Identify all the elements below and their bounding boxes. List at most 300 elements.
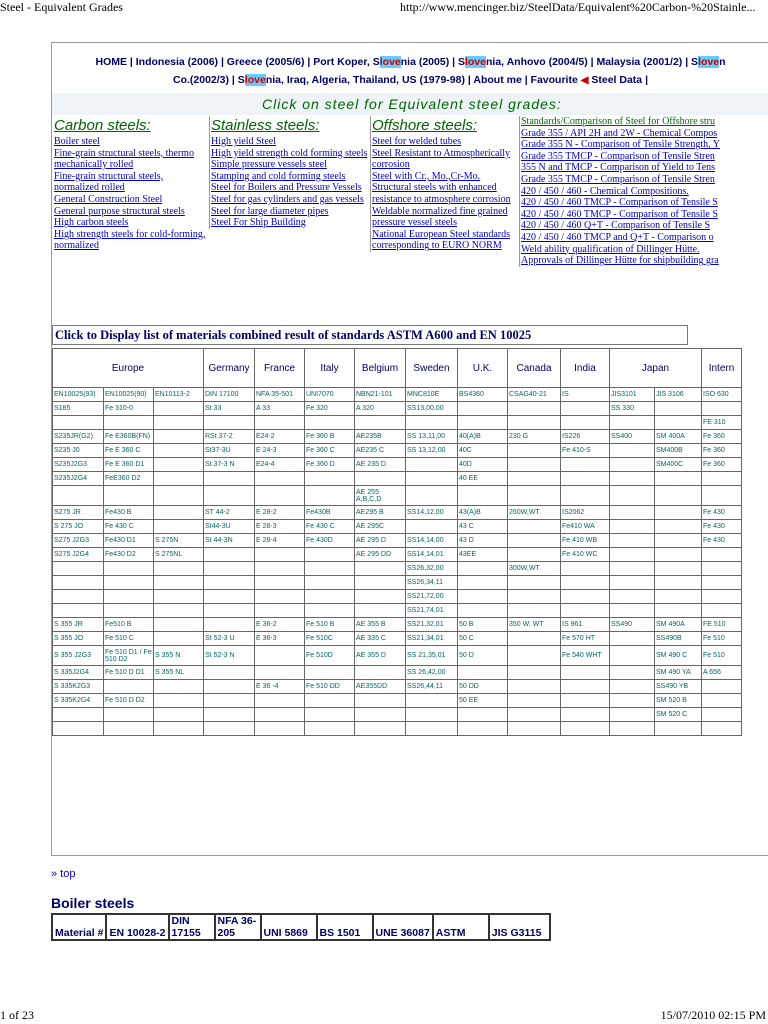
table-cell — [406, 458, 458, 472]
table-cell — [561, 604, 610, 618]
table-cell[interactable]: Fe E 360 C — [104, 444, 154, 458]
table-cell — [702, 694, 742, 708]
table-cell[interactable]: Fe 430 — [702, 534, 742, 548]
table-cell[interactable]: 50 B — [458, 618, 508, 632]
table-cell — [154, 694, 204, 708]
table-cell — [610, 472, 655, 486]
table-cell[interactable]: A 656 — [702, 666, 742, 680]
boiler-header-cell: Material # — [52, 914, 106, 940]
table-cell[interactable]: S235 J0 — [53, 444, 104, 458]
table-cell — [255, 590, 305, 604]
carbon-heading[interactable]: Carbon steels: — [54, 117, 151, 134]
table-cell — [255, 694, 305, 708]
table-cell[interactable]: E 36-2 — [255, 618, 305, 632]
table-cell[interactable]: SS21,34,01 — [406, 632, 458, 646]
table-cell[interactable]: Fe410 WA — [561, 520, 610, 534]
table-cell[interactable]: 260W,WT — [508, 506, 561, 520]
table-cell — [104, 722, 154, 736]
table-cell — [610, 562, 655, 576]
table-cell[interactable]: A 320 — [355, 402, 406, 416]
table-cell — [355, 708, 406, 722]
table-row — [53, 444, 742, 458]
table-cell[interactable]: Fe 360 — [702, 430, 742, 444]
table-cell — [610, 708, 655, 722]
stainless-heading[interactable]: Stainless steels: — [211, 117, 320, 134]
table-cell[interactable]: NBN21-101 — [355, 388, 406, 402]
table-cell[interactable]: SM400B — [655, 444, 702, 458]
table-cell[interactable]: 50 C — [458, 632, 508, 646]
table-cell — [406, 722, 458, 736]
table-cell[interactable]: S 355 JO — [53, 632, 104, 646]
table-cell[interactable]: Fe 310-0 — [104, 402, 154, 416]
table-cell[interactable]: 300W,WT — [508, 562, 561, 576]
table-cell — [104, 604, 154, 618]
table-cell — [561, 472, 610, 486]
boiler-header-cell: JIS G3115 — [489, 914, 550, 940]
table-cell[interactable]: Fe 510 — [702, 646, 742, 666]
table-cell[interactable]: E24-4 — [255, 458, 305, 472]
table-cell[interactable]: AE235B — [355, 430, 406, 444]
stainless-link[interactable]: Steel for Boilers and Pressure Vessels — [211, 182, 362, 194]
table-cell[interactable]: SS 13,12,00 — [406, 444, 458, 458]
table-cell[interactable]: SM 400A — [655, 430, 702, 444]
offshore-link[interactable]: Steel with Cr., Mo.,Cr-Mo. — [372, 170, 481, 182]
table-cell[interactable]: Fe 540 WHT — [561, 646, 610, 666]
table-cell[interactable]: Fe 510 D D2 — [104, 694, 154, 708]
table-cell[interactable]: SM400C — [655, 458, 702, 472]
table-cell[interactable]: SM 490A — [655, 618, 702, 632]
table-row — [53, 666, 742, 680]
table-cell — [655, 604, 702, 618]
table-cell[interactable]: AE 295 DD — [355, 548, 406, 562]
table-cell[interactable]: SS26,34,11 — [406, 576, 458, 590]
table-cell[interactable]: S 355 J2G3 — [53, 646, 104, 666]
table-cell[interactable]: AE 255 A,B,C,D — [355, 486, 406, 506]
table-cell[interactable]: AE295 B — [355, 506, 406, 520]
table-cell[interactable]: SM 520 B — [655, 694, 702, 708]
table-cell — [610, 632, 655, 646]
table-cell — [104, 562, 154, 576]
standards-link[interactable]: Grade 355 TMCP - Comparison of Tensile Stren — [521, 150, 715, 162]
table-cell[interactable]: St 37-3 N — [204, 458, 255, 472]
table-cell — [655, 416, 702, 430]
carbon-link[interactable]: Fine-grain structural steels, normalized rolled — [54, 170, 164, 194]
offshore-link[interactable]: Steel Resistant to Atmospherically corrosion — [372, 147, 511, 171]
table-cell — [154, 416, 204, 430]
table-cell[interactable]: Fe 360 B — [305, 430, 355, 444]
table-cell[interactable]: Fe430 D2 — [104, 548, 154, 562]
table-cell — [154, 680, 204, 694]
table-cell — [406, 520, 458, 534]
standards-link[interactable]: 420 / 450 / 460 TMCP - Comparison of Tensile S — [521, 197, 718, 209]
table-cell[interactable]: Fe 410 WC — [561, 548, 610, 562]
grid-body — [53, 388, 742, 736]
table-cell — [53, 708, 104, 722]
table-cell[interactable]: FeE360 D2 — [104, 472, 154, 486]
boiler-header-cell: BS 1501 — [317, 914, 373, 940]
table-cell[interactable]: Fe 510 B — [305, 618, 355, 632]
table-cell — [204, 472, 255, 486]
boiler-heading: Boiler steels — [51, 895, 135, 911]
carbon-link[interactable]: Fine-grain structural steels, thermo mechanically rolled — [54, 147, 194, 171]
table-cell — [104, 576, 154, 590]
table-cell[interactable]: SS490 — [610, 618, 655, 632]
carbon-link[interactable]: General Construction Steel — [54, 193, 163, 205]
table-row — [53, 708, 742, 722]
table-cell[interactable]: MNC810E — [406, 388, 458, 402]
table-cell — [355, 472, 406, 486]
table-cell[interactable]: SS13,00,00 — [406, 402, 458, 416]
nav-line-2[interactable]: Co.(2002/3) | Slovenia, Iraq, Algeria, Thailand, US (1979-98) | About me | Favourite ◀ Steel Data | — [172, 74, 649, 86]
table-cell — [508, 722, 561, 736]
table-cell[interactable]: AE 355 D — [355, 646, 406, 666]
table-cell — [702, 472, 742, 486]
standards-link[interactable]: 420 / 450 / 460 TMCP and Q+T - Comparison o — [521, 231, 714, 243]
table-cell[interactable]: E 24-3 — [255, 444, 305, 458]
table-cell[interactable]: Fe 360 — [702, 444, 742, 458]
table-cell — [104, 680, 154, 694]
standards-heading[interactable]: Standards/Comparison of Steel for Offshore stru — [521, 116, 715, 127]
table-cell[interactable]: SS21,72,00 — [406, 590, 458, 604]
table-cell — [305, 604, 355, 618]
table-cell[interactable]: SM 490 YA — [655, 666, 702, 680]
table-cell[interactable]: Fe430 B — [104, 506, 154, 520]
table-cell — [154, 402, 204, 416]
table-cell — [53, 604, 104, 618]
table-cell[interactable]: SS 26,42,00 — [406, 666, 458, 680]
table-cell — [610, 694, 655, 708]
display-list-bar[interactable]: Click to Display list of materials combined result of standards ASTM A600 and EN 10025 — [52, 325, 688, 345]
table-cell — [255, 548, 305, 562]
table-cell[interactable]: S 335K2G4 — [53, 694, 104, 708]
table-cell[interactable]: SS490B — [655, 632, 702, 646]
table-cell[interactable]: E 28-3 — [255, 520, 305, 534]
table-cell[interactable]: AE 355 B — [355, 618, 406, 632]
table-cell — [508, 548, 561, 562]
table-cell — [305, 708, 355, 722]
standards-link[interactable]: 420 / 450 / 460 TMCP - Comparison of Tensile S — [521, 208, 718, 220]
table-cell[interactable]: Fe 430 C — [305, 520, 355, 534]
table-cell[interactable]: SS 13,11,00 — [406, 430, 458, 444]
table-cell[interactable]: EN10025(93) — [53, 388, 104, 402]
table-cell[interactable]: 43 D — [458, 534, 508, 548]
table-cell[interactable]: BS4360 — [458, 388, 508, 402]
table-cell[interactable]: S 275N — [154, 534, 204, 548]
offshore-heading[interactable]: Offshore steels: — [372, 117, 478, 134]
table-cell[interactable]: 230 G — [508, 430, 561, 444]
stainless-link[interactable]: High yield Steel — [211, 136, 276, 147]
table-cell[interactable]: FE 310 — [702, 416, 742, 430]
table-cell — [154, 506, 204, 520]
standards-link[interactable]: Approvals of Dillinger Hütte for shipbuilding gra — [521, 255, 719, 267]
table-cell[interactable]: SM 490 C — [655, 646, 702, 666]
table-cell — [104, 416, 154, 430]
table-cell[interactable]: IS — [561, 388, 610, 402]
table-cell[interactable]: NFA 35-501 — [255, 388, 305, 402]
table-cell[interactable]: S 355 JR — [53, 618, 104, 632]
table-cell — [655, 402, 702, 416]
table-cell[interactable]: Fe 510C — [305, 632, 355, 646]
table-row — [53, 402, 742, 416]
table-cell — [561, 680, 610, 694]
table-cell[interactable]: Fe430B — [305, 506, 355, 520]
table-cell[interactable]: SM 520 C — [655, 708, 702, 722]
table-cell[interactable]: 43 C — [458, 520, 508, 534]
table-cell[interactable]: FE 510 — [702, 618, 742, 632]
table-cell[interactable]: IS226 — [561, 430, 610, 444]
table-cell[interactable]: SS14,12,00 — [406, 506, 458, 520]
table-cell[interactable]: S185 — [53, 402, 104, 416]
table-cell — [204, 590, 255, 604]
table-cell — [255, 562, 305, 576]
table-cell[interactable]: Fe 510 D1 / Fe 510 D2 — [104, 646, 154, 666]
table-cell — [154, 458, 204, 472]
table-cell[interactable]: St 33 — [204, 402, 255, 416]
table-cell[interactable]: St 52-3 U — [204, 632, 255, 646]
table-cell[interactable]: Fe 510D — [305, 646, 355, 666]
table-cell[interactable]: Fe 570 HT — [561, 632, 610, 646]
table-cell[interactable]: Fe 360 D — [305, 458, 355, 472]
table-cell[interactable]: Fe 510 DD — [305, 680, 355, 694]
table-cell — [305, 694, 355, 708]
table-cell[interactable]: E 28-2 — [255, 506, 305, 520]
table-cell[interactable]: SS 330 — [610, 402, 655, 416]
table-cell — [702, 604, 742, 618]
table-cell[interactable]: Fe 410-S — [561, 444, 610, 458]
table-cell — [406, 486, 458, 506]
carbon-link[interactable]: High strength steels for cold-forming, normalized — [54, 228, 206, 252]
table-cell[interactable]: A 33 — [255, 402, 305, 416]
table-cell[interactable]: AE 335 C — [355, 632, 406, 646]
table-cell[interactable]: 43(A)B — [458, 506, 508, 520]
table-cell[interactable]: 40C — [458, 444, 508, 458]
table-cell[interactable]: SS 21,35,01 — [406, 646, 458, 666]
table-cell — [610, 646, 655, 666]
table-cell[interactable]: Fe 510 C — [104, 632, 154, 646]
carbon-link[interactable]: High carbon steels — [54, 217, 129, 229]
table-cell[interactable]: ST 44-2 — [204, 506, 255, 520]
table-cell — [204, 722, 255, 736]
table-cell[interactable]: 40(A)B — [458, 430, 508, 444]
table-cell — [610, 576, 655, 590]
stainless-link[interactable]: Steel For Ship Building — [211, 217, 306, 229]
table-cell[interactable]: E24-2 — [255, 430, 305, 444]
offshore-link[interactable]: Weldable normalized fine grained pressure vessel steels — [372, 205, 508, 229]
table-cell[interactable]: EN10025(90) — [104, 388, 154, 402]
table-row — [53, 590, 742, 604]
table-cell[interactable]: SS14,14,01 — [406, 548, 458, 562]
table-cell — [355, 590, 406, 604]
table-cell[interactable]: 50 DD — [458, 680, 508, 694]
table-cell[interactable]: Fe 510 — [702, 632, 742, 646]
standards-link[interactable]: Weld ability qualification of Dillinger Hütte. — [521, 243, 700, 255]
table-cell — [610, 416, 655, 430]
table-cell — [508, 486, 561, 506]
table-cell[interactable]: S 355 N — [154, 646, 204, 666]
table-cell[interactable]: ISO 630 — [702, 388, 742, 402]
table-cell — [154, 486, 204, 506]
carbon-link[interactable]: Boiler steel — [54, 136, 100, 147]
table-cell[interactable]: Fe510 B — [104, 618, 154, 632]
table-cell[interactable]: 50 EE — [458, 694, 508, 708]
table-cell[interactable]: S 275NL — [154, 548, 204, 562]
table-cell[interactable]: EN10113-2 — [154, 388, 204, 402]
table-cell — [406, 472, 458, 486]
table-cell — [53, 576, 104, 590]
table-cell — [702, 562, 742, 576]
stainless-link[interactable]: Steel for large diameter pipes — [211, 205, 329, 217]
table-cell — [702, 680, 742, 694]
table-cell[interactable]: Fe 360 — [702, 458, 742, 472]
table-row — [53, 576, 742, 590]
table-cell[interactable]: St 52-3 N — [204, 646, 255, 666]
table-cell — [355, 416, 406, 430]
standards-link[interactable]: 420 / 450 / 460 Q+T - Comparison of Tensile S — [521, 220, 711, 232]
table-cell — [508, 576, 561, 590]
page-count: 1 of 23 — [0, 1008, 34, 1022]
table-cell — [458, 708, 508, 722]
standards-link[interactable]: 420 / 450 / 460 - Chemical Compositions. — [521, 185, 689, 197]
carbon-link[interactable]: General purpose structural steels — [54, 205, 185, 217]
table-cell — [154, 472, 204, 486]
table-cell[interactable]: S275 JR — [53, 506, 104, 520]
table-cell[interactable]: Fe 410 WB — [561, 534, 610, 548]
table-cell — [255, 708, 305, 722]
table-cell[interactable]: AE 235 D — [355, 458, 406, 472]
top-link[interactable]: » top — [51, 868, 76, 880]
table-cell[interactable]: IS 961 — [561, 618, 610, 632]
table-cell[interactable]: St44-3U — [204, 520, 255, 534]
nav-line-1[interactable]: HOME | Indonesia (2006) | Greece (2005/6) | Port Koper, Slovenia (2005) | Slovenia, Anhovo (2004/5) | Malaysia (2001/2) | Sloven — [95, 56, 726, 68]
table-cell[interactable]: AE235 C — [355, 444, 406, 458]
table-row — [53, 506, 742, 520]
table-cell[interactable]: CSAG40-21 — [508, 388, 561, 402]
offshore-link[interactable]: Steel for welded tubes — [372, 136, 462, 147]
table-cell[interactable]: Fe430 D1 — [104, 534, 154, 548]
table-cell[interactable]: SS490 YB — [655, 680, 702, 694]
stainless-link[interactable]: Simple pressure vessels steel — [211, 159, 327, 171]
table-cell — [53, 590, 104, 604]
table-cell[interactable]: S275 J2G3 — [53, 534, 104, 548]
offshore-link[interactable]: Structural steels with enhanced resistance to atmosphere corrosion — [372, 182, 511, 205]
table-cell[interactable]: S275 J2G4 — [53, 548, 104, 562]
table-cell[interactable]: S 275 JO — [53, 520, 104, 534]
table-cell[interactable]: E 36-3 — [255, 632, 305, 646]
stainless-link[interactable]: Steel for gas cylinders and gas vessels — [211, 193, 364, 205]
table-cell — [610, 722, 655, 736]
table-cell[interactable]: St37-3U — [204, 444, 255, 458]
table-cell[interactable]: S235J2G4 — [53, 472, 104, 486]
table-cell — [655, 562, 702, 576]
table-cell[interactable]: Fe 360 C — [305, 444, 355, 458]
table-cell[interactable]: AE355DD — [355, 680, 406, 694]
table-cell — [104, 708, 154, 722]
standards-link[interactable]: Grade 355 TMCP - Comparison of Tensile Stren — [521, 173, 715, 185]
table-row — [53, 694, 742, 708]
table-cell[interactable]: AE 295 D — [355, 534, 406, 548]
table-cell — [154, 604, 204, 618]
table-cell — [610, 548, 655, 562]
table-cell[interactable]: SS26,44,11 — [406, 680, 458, 694]
table-cell — [204, 680, 255, 694]
table-cell[interactable]: JIS3101 — [610, 388, 655, 402]
table-cell[interactable]: DIN 17100 — [204, 388, 255, 402]
standards-link[interactable]: 355 N and TMCP - Comparison of Yield to Tens — [521, 162, 716, 174]
table-cell — [255, 666, 305, 680]
table-cell[interactable]: JIS 3106 — [655, 388, 702, 402]
table-cell[interactable]: SS21,32,01 — [406, 618, 458, 632]
boiler-table — [51, 913, 551, 941]
table-cell[interactable]: Fe 430 — [702, 506, 742, 520]
table-cell[interactable]: Fe E 360 D1 — [104, 458, 154, 472]
table-cell[interactable]: IS2062 — [561, 506, 610, 520]
table-cell[interactable]: S 355 NL — [154, 666, 204, 680]
table-cell — [458, 416, 508, 430]
table-cell[interactable]: SS26,32,00 — [406, 562, 458, 576]
table-cell[interactable]: S 335K2G3 — [53, 680, 104, 694]
stainless-link[interactable]: Stamping and cold forming steels — [211, 170, 346, 182]
standards-link[interactable]: Grade 355 / API 2H and 2W - Chemical Compos — [521, 127, 718, 139]
table-cell — [154, 632, 204, 646]
table-cell — [305, 576, 355, 590]
table-cell — [702, 722, 742, 736]
table-cell[interactable]: 350 W, WT — [508, 618, 561, 632]
table-cell[interactable]: SS14,14,00 — [406, 534, 458, 548]
offshore-link[interactable]: National European Steel standards corresponding to EURO NORM — [372, 228, 511, 252]
table-cell — [508, 646, 561, 666]
table-cell[interactable]: S235JR(G2) — [53, 430, 104, 444]
table-row — [53, 680, 742, 694]
banner — [52, 93, 768, 115]
table-cell[interactable]: 40 EE — [458, 472, 508, 486]
table-cell[interactable]: SS21,74,01 — [406, 604, 458, 618]
table-cell[interactable]: E 36 -4 — [255, 680, 305, 694]
table-cell[interactable]: 43EE — [458, 548, 508, 562]
table-cell[interactable]: Fe 320 — [305, 402, 355, 416]
stainless-link[interactable]: High yield strength cold forming steels — [211, 147, 368, 159]
table-cell[interactable]: 40D — [458, 458, 508, 472]
table-cell — [154, 618, 204, 632]
standards-link[interactable]: Grade 355 N - Comparison of Tensile Strength, Y — [521, 139, 720, 151]
table-cell — [508, 402, 561, 416]
page-url: http://www.mencinger.biz/SteelData/Equivalent%20Carbon-%20Stainle... — [400, 0, 756, 14]
table-cell[interactable]: Fe 430D — [305, 534, 355, 548]
table-cell — [355, 722, 406, 736]
table-cell — [561, 416, 610, 430]
table-cell[interactable]: Fe 510 D D1 — [104, 666, 154, 680]
table-cell — [458, 562, 508, 576]
table-cell[interactable]: S235J2G3 — [53, 458, 104, 472]
table-cell[interactable]: Fe E360B(FN) — [104, 430, 154, 444]
boiler-header-cell: UNE 36087 — [373, 914, 433, 940]
table-cell[interactable]: E 28-4 — [255, 534, 305, 548]
table-cell[interactable]: St 44-3N — [204, 534, 255, 548]
print-header — [0, 0, 768, 14]
table-cell — [508, 680, 561, 694]
table-cell[interactable]: SS400 — [610, 430, 655, 444]
table-cell[interactable]: RSt 37-2 — [204, 430, 255, 444]
table-cell[interactable]: 50 D — [458, 646, 508, 666]
table-cell[interactable]: Fe 430 — [702, 520, 742, 534]
table-cell[interactable]: UNI7070 — [305, 388, 355, 402]
table-cell[interactable]: S 335J2G4 — [53, 666, 104, 680]
table-cell[interactable]: AE 295C — [355, 520, 406, 534]
table-cell — [561, 590, 610, 604]
table-cell — [154, 576, 204, 590]
table-cell — [655, 576, 702, 590]
stainless-steels-column — [209, 116, 371, 229]
table-cell[interactable]: Fe 430 C — [104, 520, 154, 534]
